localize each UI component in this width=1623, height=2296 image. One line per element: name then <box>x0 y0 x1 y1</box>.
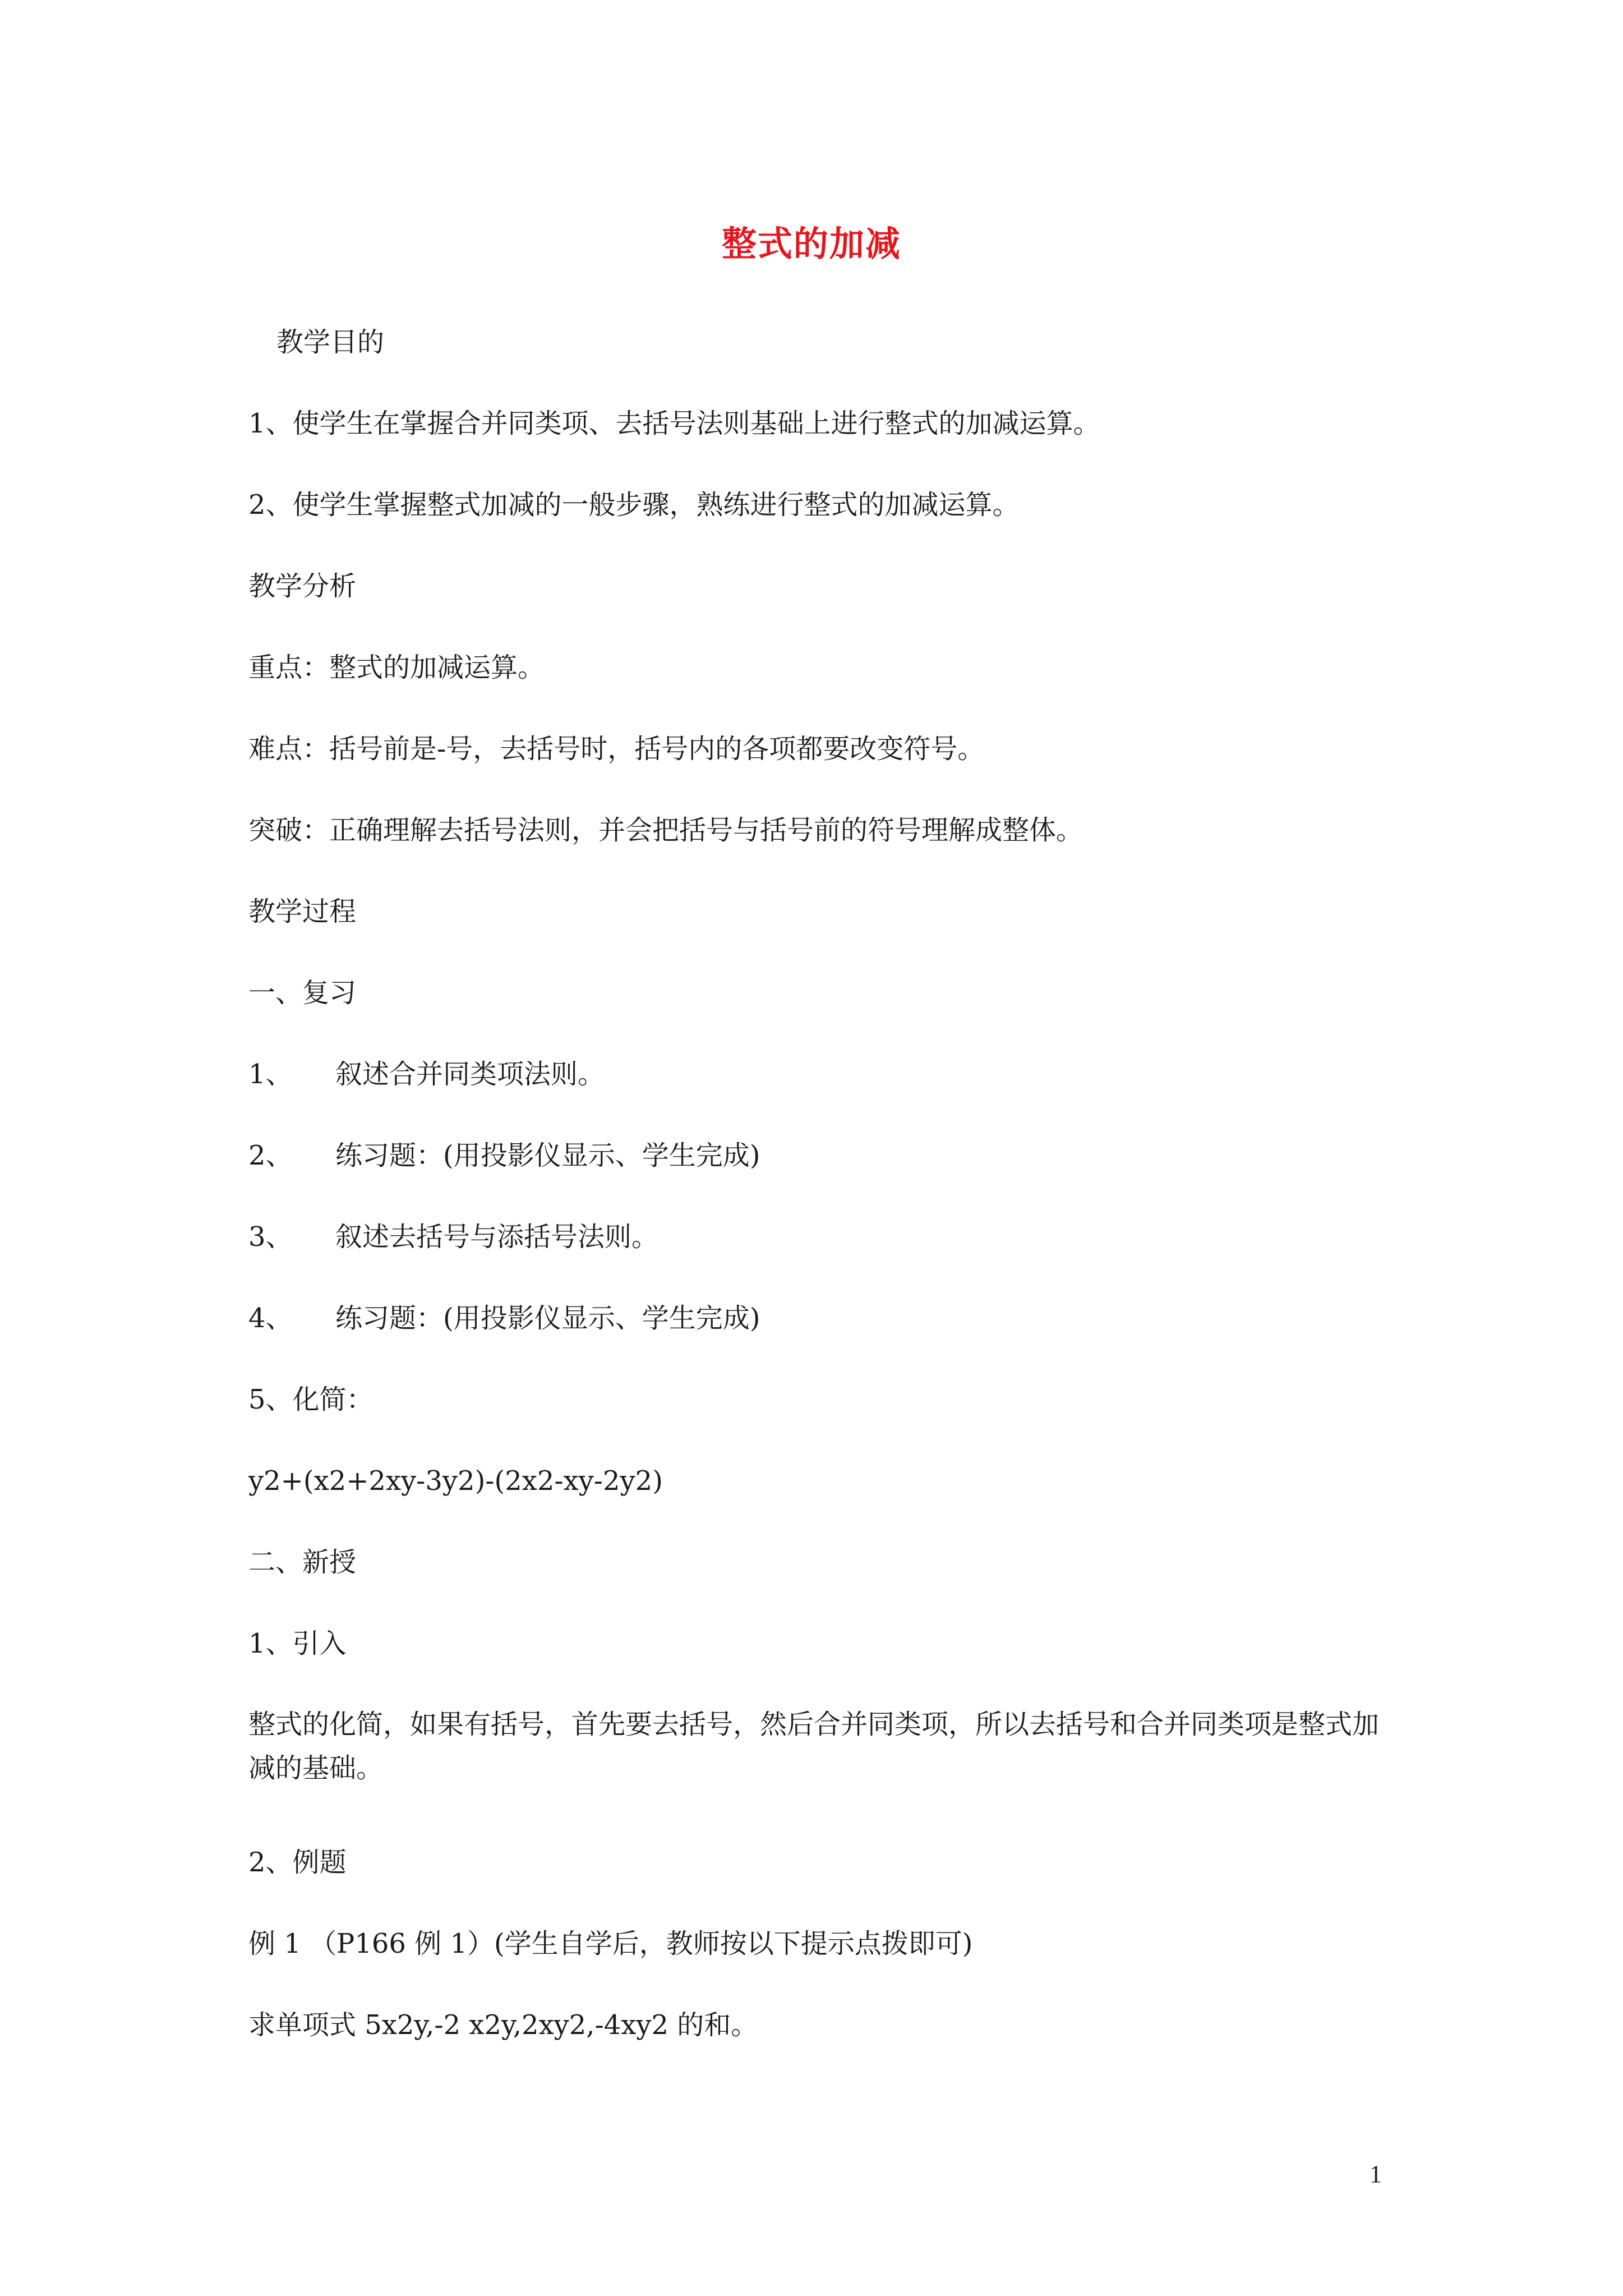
review-item <box>248 1301 760 1335</box>
key-point: 重点：整式的加减运算。 <box>248 652 545 683</box>
section-heading-process: 教学过程 <box>248 896 357 927</box>
breakthrough-point: 突破：正确理解去括号法则，并会把括号与括号前的符号理解成整体。 <box>248 815 1083 846</box>
review-item <box>248 1057 605 1091</box>
new-lesson-heading: 二、新授 <box>248 1547 357 1578</box>
difficulty-point: 难点：括号前是-号，去括号时，括号内的各项都要改变符号。 <box>248 733 985 765</box>
review-item-number: 1、 <box>248 1059 293 1090</box>
review-item-text: 叙述合并同类项法则。 <box>335 1059 605 1090</box>
goal-item-1: 1、使学生在掌握合并同类项、去括号法则基础上进行整式的加减运算。 <box>248 408 1100 439</box>
review-item <box>248 1139 760 1172</box>
review-item-text: 练习题：(用投影仪显示、学生完成) <box>335 1303 760 1334</box>
review-heading: 一、复习 <box>248 977 357 1009</box>
example-heading: 2、例题 <box>248 1847 347 1878</box>
intro-paragraph: 整式的化简，如果有括号，首先要去括号，然后合并同类项，所以去括号和合并同类项是整式加减的基础。 <box>248 1709 1380 1784</box>
review-item <box>248 1220 658 1254</box>
math-expression: y2+(x2+2xy-3y2)-(2x2-xy-2y2) <box>248 1465 663 1497</box>
page-number: 1 <box>1370 2160 1382 2188</box>
example-1: 例 1 （P166 例 1）(学生自学后，教师按以下提示点拨即可) <box>248 1928 973 1959</box>
section-heading-analysis: 教学分析 <box>248 570 357 602</box>
section-heading-goals: 教学目的 <box>276 326 385 358</box>
review-item-number: 4、 <box>248 1303 293 1334</box>
intro-heading: 1、引入 <box>248 1628 347 1659</box>
review-item-text: 叙述去括号与添括号法则。 <box>335 1221 659 1253</box>
example-1-task: 求单项式 5x2y,-2 x2y,2xy2,-4xy2 的和。 <box>248 2009 758 2041</box>
goal-item-2: 2、使学生掌握整式加减的一般步骤，熟练进行整式的加减运算。 <box>248 489 1020 521</box>
review-item-number: 3、 <box>248 1221 293 1253</box>
review-item-text: 练习题：(用投影仪显示、学生完成) <box>335 1140 760 1171</box>
review-item-number: 2、 <box>248 1140 293 1171</box>
document-title: 整式的加减 <box>721 223 901 264</box>
review-item-5: 5、化简： <box>248 1384 374 1415</box>
